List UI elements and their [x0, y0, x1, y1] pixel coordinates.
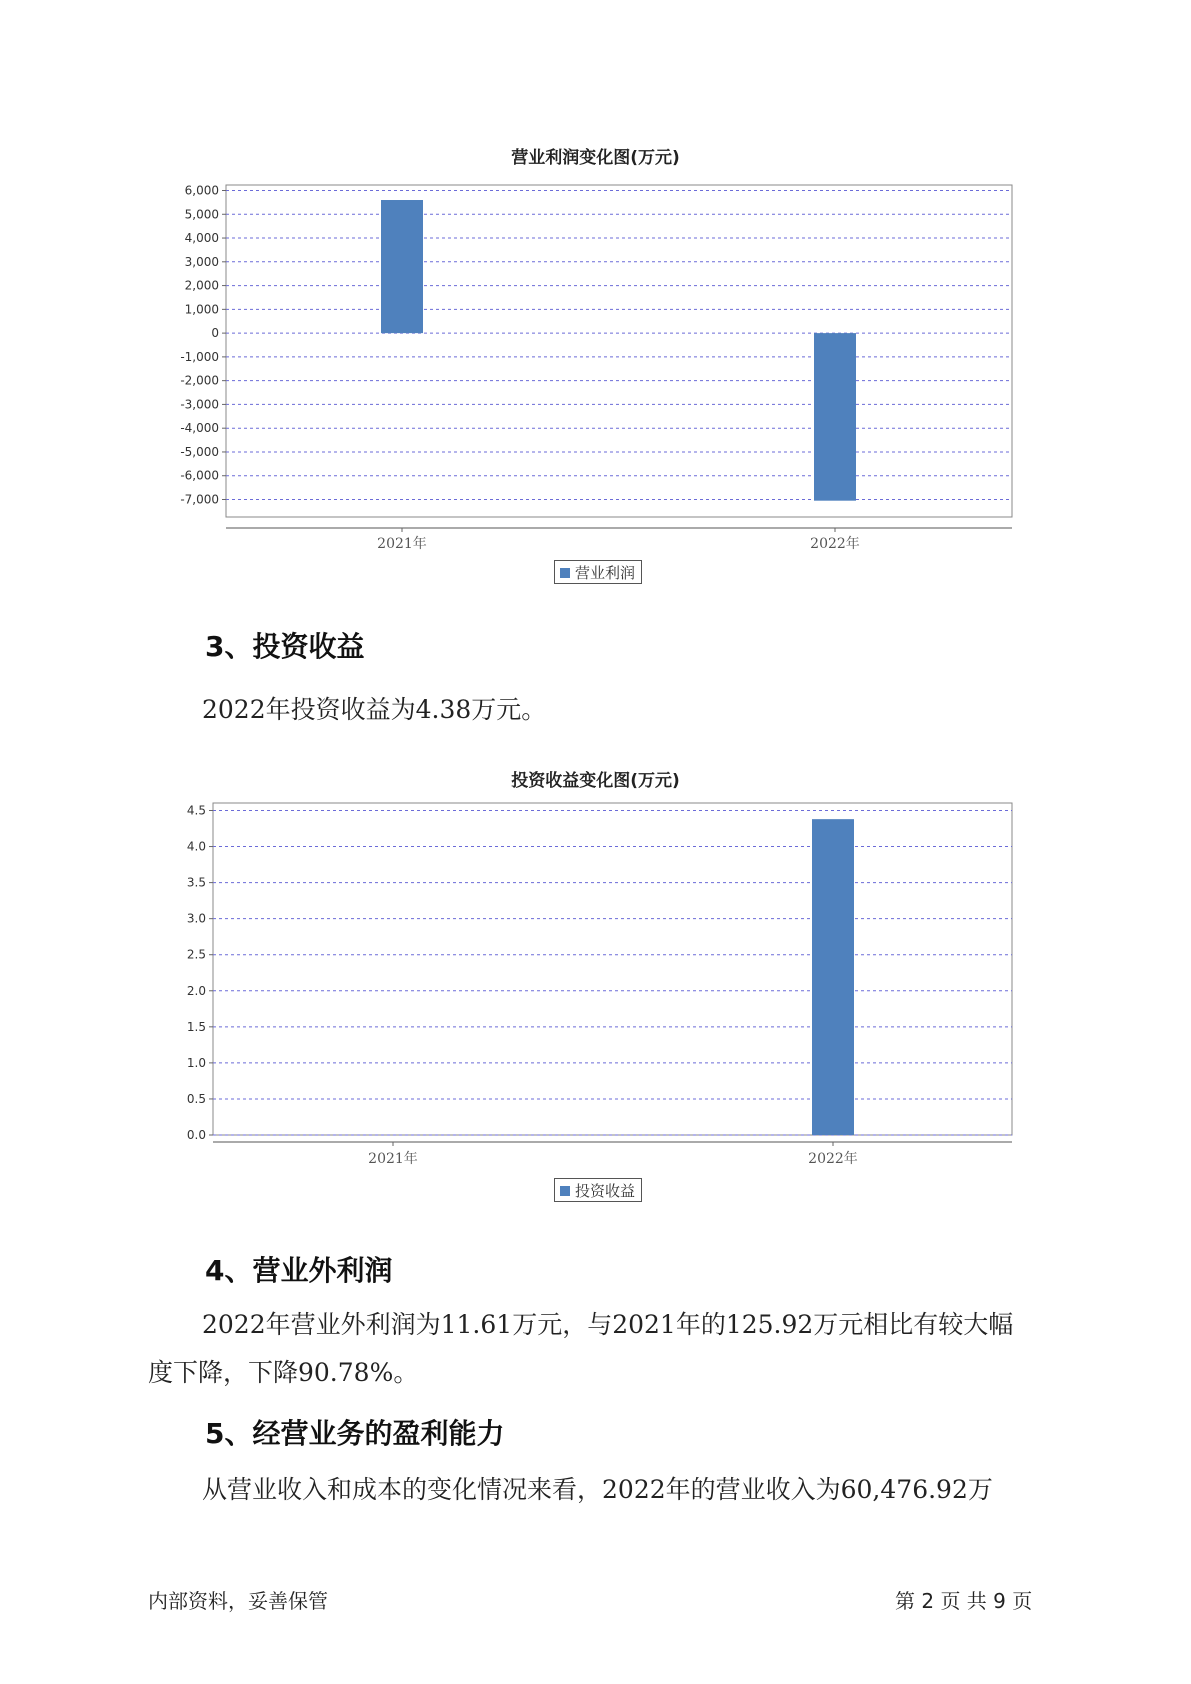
x-tick-label: 2022年 [808, 1151, 858, 1167]
y-tick-label: 1.5 [186, 1019, 206, 1034]
legend-label: 营业利润 [575, 564, 636, 582]
chart-title-investment-income: 投资收益变化图(万元) [511, 771, 680, 791]
y-tick-label: 5,000 [184, 207, 219, 222]
y-tick-label: 0 [211, 326, 219, 341]
y-tick-label: 0.0 [186, 1128, 206, 1142]
para-non-operating-line1: 2022年营业外利润为11.61万元，与2021年的125.92万元相比有较大幅 [202, 1310, 1014, 1339]
legend-investment-income [554, 1178, 642, 1202]
footer-page-number: 第 2 页 共 9 页 [895, 1589, 1033, 1613]
y-tick-label: -2,000 [180, 373, 219, 388]
bar-2022年 [812, 819, 854, 1135]
y-tick-label: 2.0 [186, 983, 206, 998]
para-investment-income: 2022年投资收益为4.38万元。 [202, 695, 547, 724]
footer-confidential: 内部资料，妥善保管 [148, 1589, 328, 1613]
y-tick-label: 3,000 [184, 254, 219, 269]
legend-label: 投资收益 [575, 1182, 636, 1200]
y-tick-label: -7,000 [180, 492, 219, 507]
heading-non-operating-profit: 4、营业外利润 [205, 1254, 393, 1287]
y-tick-label: 2,000 [184, 278, 219, 293]
y-tick-label: -1,000 [180, 349, 219, 364]
y-tick-label: -3,000 [180, 397, 219, 412]
y-tick-label: 4.5 [186, 803, 206, 818]
y-tick-label: 3.5 [186, 875, 206, 890]
para-profitability-line1: 从营业收入和成本的变化情况来看，2022年的营业收入为60,476.92万 [202, 1475, 993, 1504]
plot-area [213, 803, 1012, 1135]
chart-title-operating-profit: 营业利润变化图(万元) [511, 148, 680, 168]
x-tick-label: 2021年 [377, 536, 427, 552]
y-tick-label: 4.0 [186, 839, 206, 854]
para-non-operating-line2: 度下降，下降90.78%。 [148, 1358, 419, 1387]
y-tick-label: 4,000 [184, 231, 219, 246]
heading-investment-income: 3、投资收益 [205, 630, 365, 663]
y-tick-label: 6,000 [184, 183, 219, 198]
x-tick-label: 2021年 [368, 1151, 418, 1167]
heading-profitability: 5、经营业务的盈利能力 [205, 1417, 505, 1450]
y-tick-label: 0.5 [186, 1091, 206, 1106]
y-tick-label: 3.0 [186, 911, 206, 926]
y-tick-label: -5,000 [180, 444, 219, 459]
x-tick-label: 2022年 [810, 536, 860, 552]
y-tick-label: 1,000 [184, 302, 219, 317]
legend-swatch [560, 1186, 570, 1196]
y-tick-label: 1.0 [186, 1055, 206, 1070]
y-tick-label: -4,000 [180, 421, 219, 436]
y-tick-label: -6,000 [180, 468, 219, 483]
y-tick-label: 2.5 [186, 947, 206, 962]
